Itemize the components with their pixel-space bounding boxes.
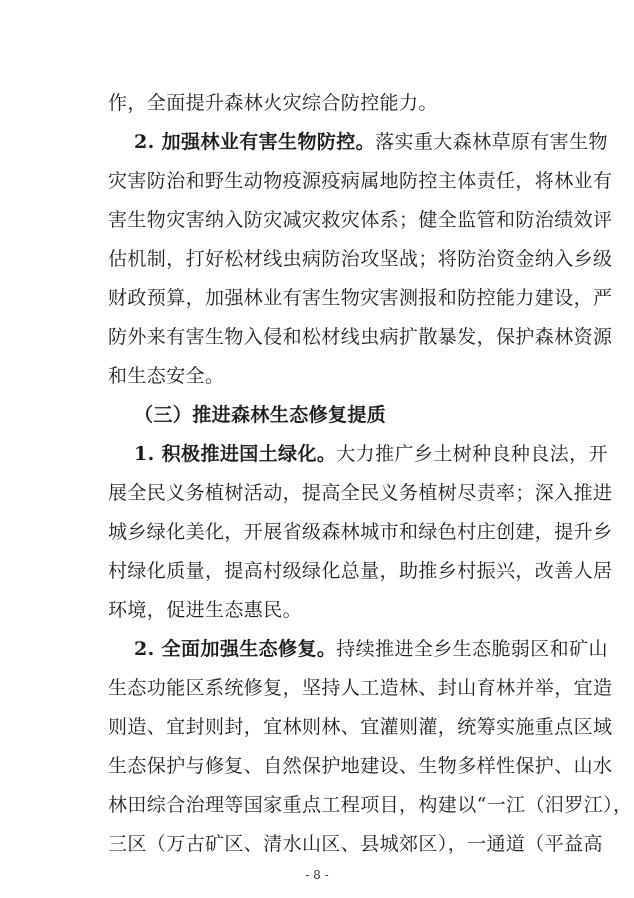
body-text: 持续推进全乡生态脆弱区和矿山 bbox=[336, 638, 608, 660]
body-text-line: 财政预算，加强林业有害生物灾害测报和防控能力建设，严 bbox=[108, 287, 613, 309]
body-text-line: 生态保护与修复、自然保护地建设、生物多样性保护、山水 bbox=[108, 755, 613, 777]
paragraph-first-line bbox=[134, 439, 608, 469]
body-text-line: 生态功能区系统修复，坚持人工造林、封山育林并举，宜造 bbox=[108, 677, 613, 699]
body-text-line: 估机制，打好松材线虫病防治攻坚战；将防治资金纳入乡级 bbox=[108, 248, 613, 270]
body-text-line: 环境，促进生态惠民。 bbox=[108, 599, 303, 621]
body-text: 落实重大森林草原有害生物 bbox=[375, 131, 608, 153]
body-text-line: 三区（万古矿区、清水山区、县城郊区），一通道（平益高 bbox=[108, 833, 603, 855]
page-number: - 8 - bbox=[305, 868, 329, 882]
body-text-line: 村绿化质量，提高村级绿化总量，助推乡村振兴，改善人居 bbox=[108, 560, 613, 582]
body-text-line: 防外来有害生物入侵和松材线虫病扩散暴发，保护森林资源 bbox=[108, 326, 613, 348]
paragraph-first-line bbox=[134, 127, 608, 157]
paragraph-first-line bbox=[134, 634, 608, 664]
body-text-line: 林田综合治理等国家重点工程项目，构建以“一江（汨罗江）， bbox=[108, 794, 633, 816]
section-heading: （三）推进森林生态修复提质 bbox=[134, 404, 387, 426]
subsection-lead: 1. 积极推进国土绿化。 bbox=[134, 443, 337, 465]
body-text-line: 和生态安全。 bbox=[108, 365, 225, 387]
body-text-line: 城乡绿化美化，开展省级森林城市和绿色村庄创建，提升乡 bbox=[108, 521, 613, 543]
body-text-line: 则造、宜封则封，宜林则林、宜灌则灌，统筹实施重点区域 bbox=[108, 716, 613, 738]
body-text: 大力推广乡土树种良种良法，开 bbox=[336, 443, 608, 465]
body-text-line: 灾害防治和野生动物疫源疫病属地防控主体责任，将林业有 bbox=[108, 170, 613, 192]
subsection-lead: 2. 加强林业有害生物防控。 bbox=[134, 131, 376, 153]
body-text-line: 展全民义务植树活动，提高全民义务植树尽责率；深入推进 bbox=[108, 482, 613, 504]
subsection-lead: 2. 全面加强生态修复。 bbox=[134, 638, 337, 660]
body-text-line: 害生物灾害纳入防灾减灾救灾体系；健全监管和防治绩效评 bbox=[108, 209, 613, 231]
body-text-line: 作，全面提升森林火灾综合防控能力。 bbox=[108, 92, 438, 114]
